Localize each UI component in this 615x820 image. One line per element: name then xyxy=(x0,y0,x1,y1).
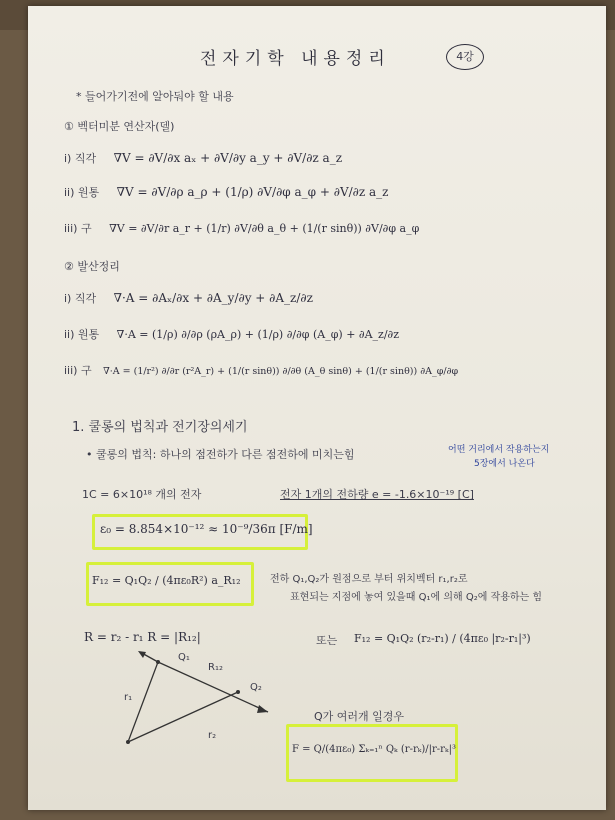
R12-arrowhead xyxy=(257,705,268,713)
blue-note-1: 어떤 거리에서 작용하는지 xyxy=(448,445,550,455)
divergence-formula-cylindrical: ∇·A = (1/ρ) ∂/∂ρ (ρA_ρ) + (1/ρ) ∂/∂φ (A_φ) + ∂A_z/∂z xyxy=(116,328,400,341)
gradient-formula-spherical: ∇V = ∂V/∂r a_r + (1/r) ∂V/∂θ a_θ + (1/(r sinθ)) ∂V/∂φ a_φ xyxy=(109,222,420,235)
origin-point xyxy=(126,740,130,744)
n-charges-label: Q가 여러개 일경우 xyxy=(314,710,405,723)
gradient-line-cylindrical xyxy=(64,184,388,200)
force-note-2: 표현되는 지점에 놓여 있을때 Q₁에 의해 Q₂에 작용하는 힘 xyxy=(290,592,543,603)
force-vector-formula: F₁₂ = Q₁Q₂ (r₂-r₁) / (4πε₀ |r₂-r₁|³) xyxy=(354,632,531,645)
divergence-label-cylindrical: ii) 원통 xyxy=(64,328,100,341)
gradient-line-cartesian xyxy=(64,150,342,166)
R-definitions: R = r₂ - r₁ R = |R₁₂| xyxy=(84,630,201,644)
coulomb-definition: • 쿨롱의 법칙: 하나의 점전하가 다른 점전하에 미치는힘 xyxy=(86,448,355,461)
gradient-label-cartesian: i) 직각 xyxy=(64,152,97,165)
epsilon-formula: ε₀ = 8.854×10⁻¹² ≈ 10⁻⁹/36π [F/m] xyxy=(100,522,313,536)
gradient-formula-cartesian: ∇V = ∂V/∂x aₓ + ∂V/∂y a_y + ∂V/∂z a_z xyxy=(113,151,343,165)
gradient-label-spherical: iii) 구 xyxy=(64,222,92,235)
electron-charge: 전자 1개의 전하량 e = -1.6×10⁻¹⁹ [C] xyxy=(280,488,474,501)
divergence-line-cartesian xyxy=(64,290,313,306)
divergence-line-cylindrical xyxy=(64,326,399,342)
gradient-line-spherical xyxy=(64,220,419,236)
or-label: 또는 xyxy=(316,634,338,647)
chapter-mark: 4강 xyxy=(446,44,484,70)
blue-note-2: 5장에서 나온다 xyxy=(474,459,535,469)
paper-sheet xyxy=(28,6,606,810)
divergence-line-spherical xyxy=(64,362,458,378)
label-r2: r₂ xyxy=(208,730,217,741)
section1-heading: 1. 쿨롱의 법칙과 전기장의세기 xyxy=(72,420,248,435)
gradient-formula-cylindrical: ∇V = ∂V/∂ρ a_ρ + (1/ρ) ∂V/∂φ a_φ + ∂V/∂z a_z xyxy=(116,185,389,199)
gradient-label-cylindrical: ii) 원통 xyxy=(64,186,100,199)
divergence-formula-spherical: ∇·A = (1/r²) ∂/∂r (r²A_r) + (1/(r sinθ)) ∂/∂θ (A_θ sinθ) + (1/(r sinθ)) ∂A_φ/∂φ xyxy=(103,366,459,377)
vector-diagram xyxy=(118,642,278,752)
section-divergence-heading: ② 발산정리 xyxy=(64,260,120,273)
Q2-point xyxy=(236,690,240,694)
sum-formula: F = Q/(4πε₀) Σₖ₌₁ⁿ Qₖ (r-rₖ)/|r-rₖ|³ xyxy=(292,744,456,755)
force-formula: F₁₂ = Q₁Q₂ / (4πε₀R²) a_R₁₂ xyxy=(92,574,241,587)
label-Q1: Q₁ xyxy=(178,652,190,663)
intro-note: * 들어가기전에 알아둬야 할 내용 xyxy=(76,90,234,103)
label-R12: R₁₂ xyxy=(208,662,223,673)
page-title: 전자기학 내용정리 xyxy=(200,49,391,69)
label-r1: r₁ xyxy=(124,692,133,703)
Q1-point xyxy=(156,660,160,664)
divergence-label-cartesian: i) 직각 xyxy=(64,292,97,305)
section-gradient-heading: ① 벡터미분 연산자(델) xyxy=(64,120,175,133)
force-note-1: 전하 Q₁,Q₂가 원점으로 부터 위치벡터 r₁,r₂로 xyxy=(270,574,468,585)
one-coulomb: 1C = 6×10¹⁸ 개의 전자 xyxy=(82,488,202,501)
divergence-formula-cartesian: ∇·A = ∂Aₓ/∂x + ∂A_y/∂y + ∂A_z/∂z xyxy=(113,291,313,305)
divergence-label-spherical: iii) 구 xyxy=(64,364,92,377)
label-Q2: Q₂ xyxy=(250,682,262,693)
